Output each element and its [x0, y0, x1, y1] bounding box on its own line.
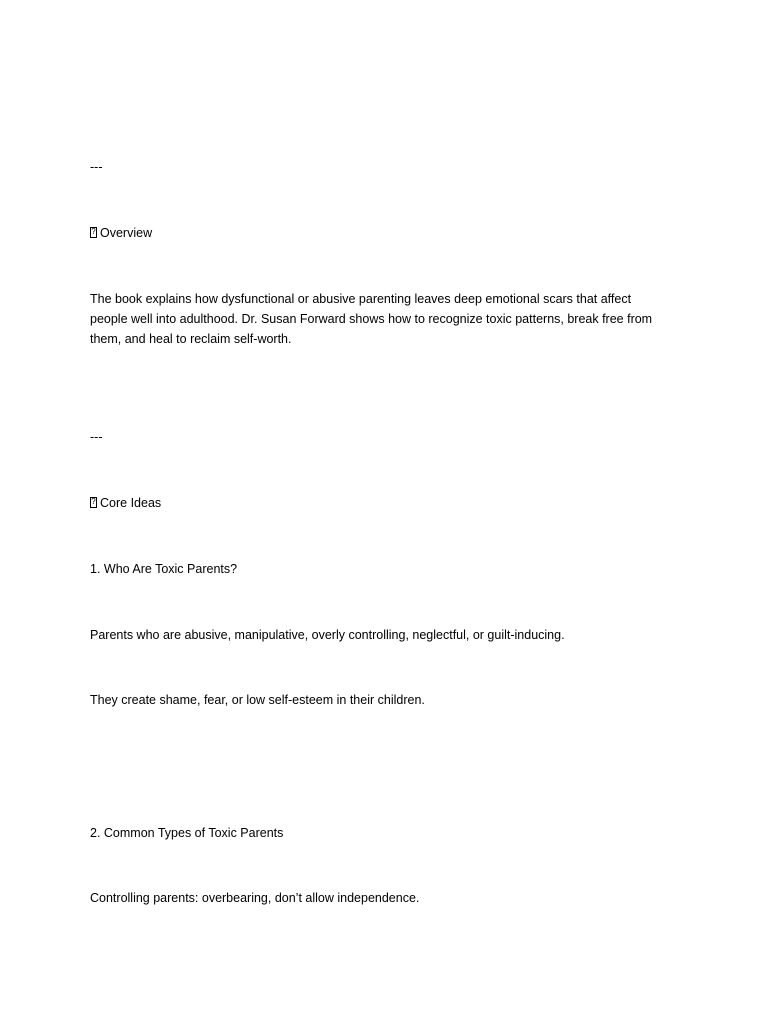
body-text: They create shame, fear, or low self-esteem in their children.: [90, 693, 425, 707]
body-text: Controlling parents: overbearing, don’t allow independence.: [90, 891, 420, 905]
overview-paragraph-line: people well into adulthood. Dr. Susan Forward shows how to recognize toxic patterns, break free from: [90, 312, 653, 326]
overview-paragraph-line: them, and heal to reclaim self-worth.: [90, 332, 292, 346]
emoji-placeholder-icon: [90, 497, 97, 508]
separator: ---: [90, 160, 103, 174]
overview-paragraph-line: The book explains how dysfunctional or abusive parenting leaves deep emotional scars that affect: [90, 292, 632, 306]
section-title: 1. Who Are Toxic Parents?: [90, 562, 238, 576]
overview-paragraph: [90, 289, 680, 349]
core-ideas-heading: [90, 493, 680, 513]
body-text: Parents who are abusive, manipulative, overly controlling, neglectful, or guilt-inducing.: [90, 628, 565, 642]
overview-heading: [90, 223, 680, 243]
emoji-placeholder-icon: [90, 227, 97, 238]
separator: ---: [90, 430, 103, 444]
overview-heading-text: Overview: [100, 226, 153, 240]
section-title: 2. Common Types of Toxic Parents: [90, 826, 284, 840]
core-ideas-heading-text: Core Ideas: [100, 496, 162, 510]
